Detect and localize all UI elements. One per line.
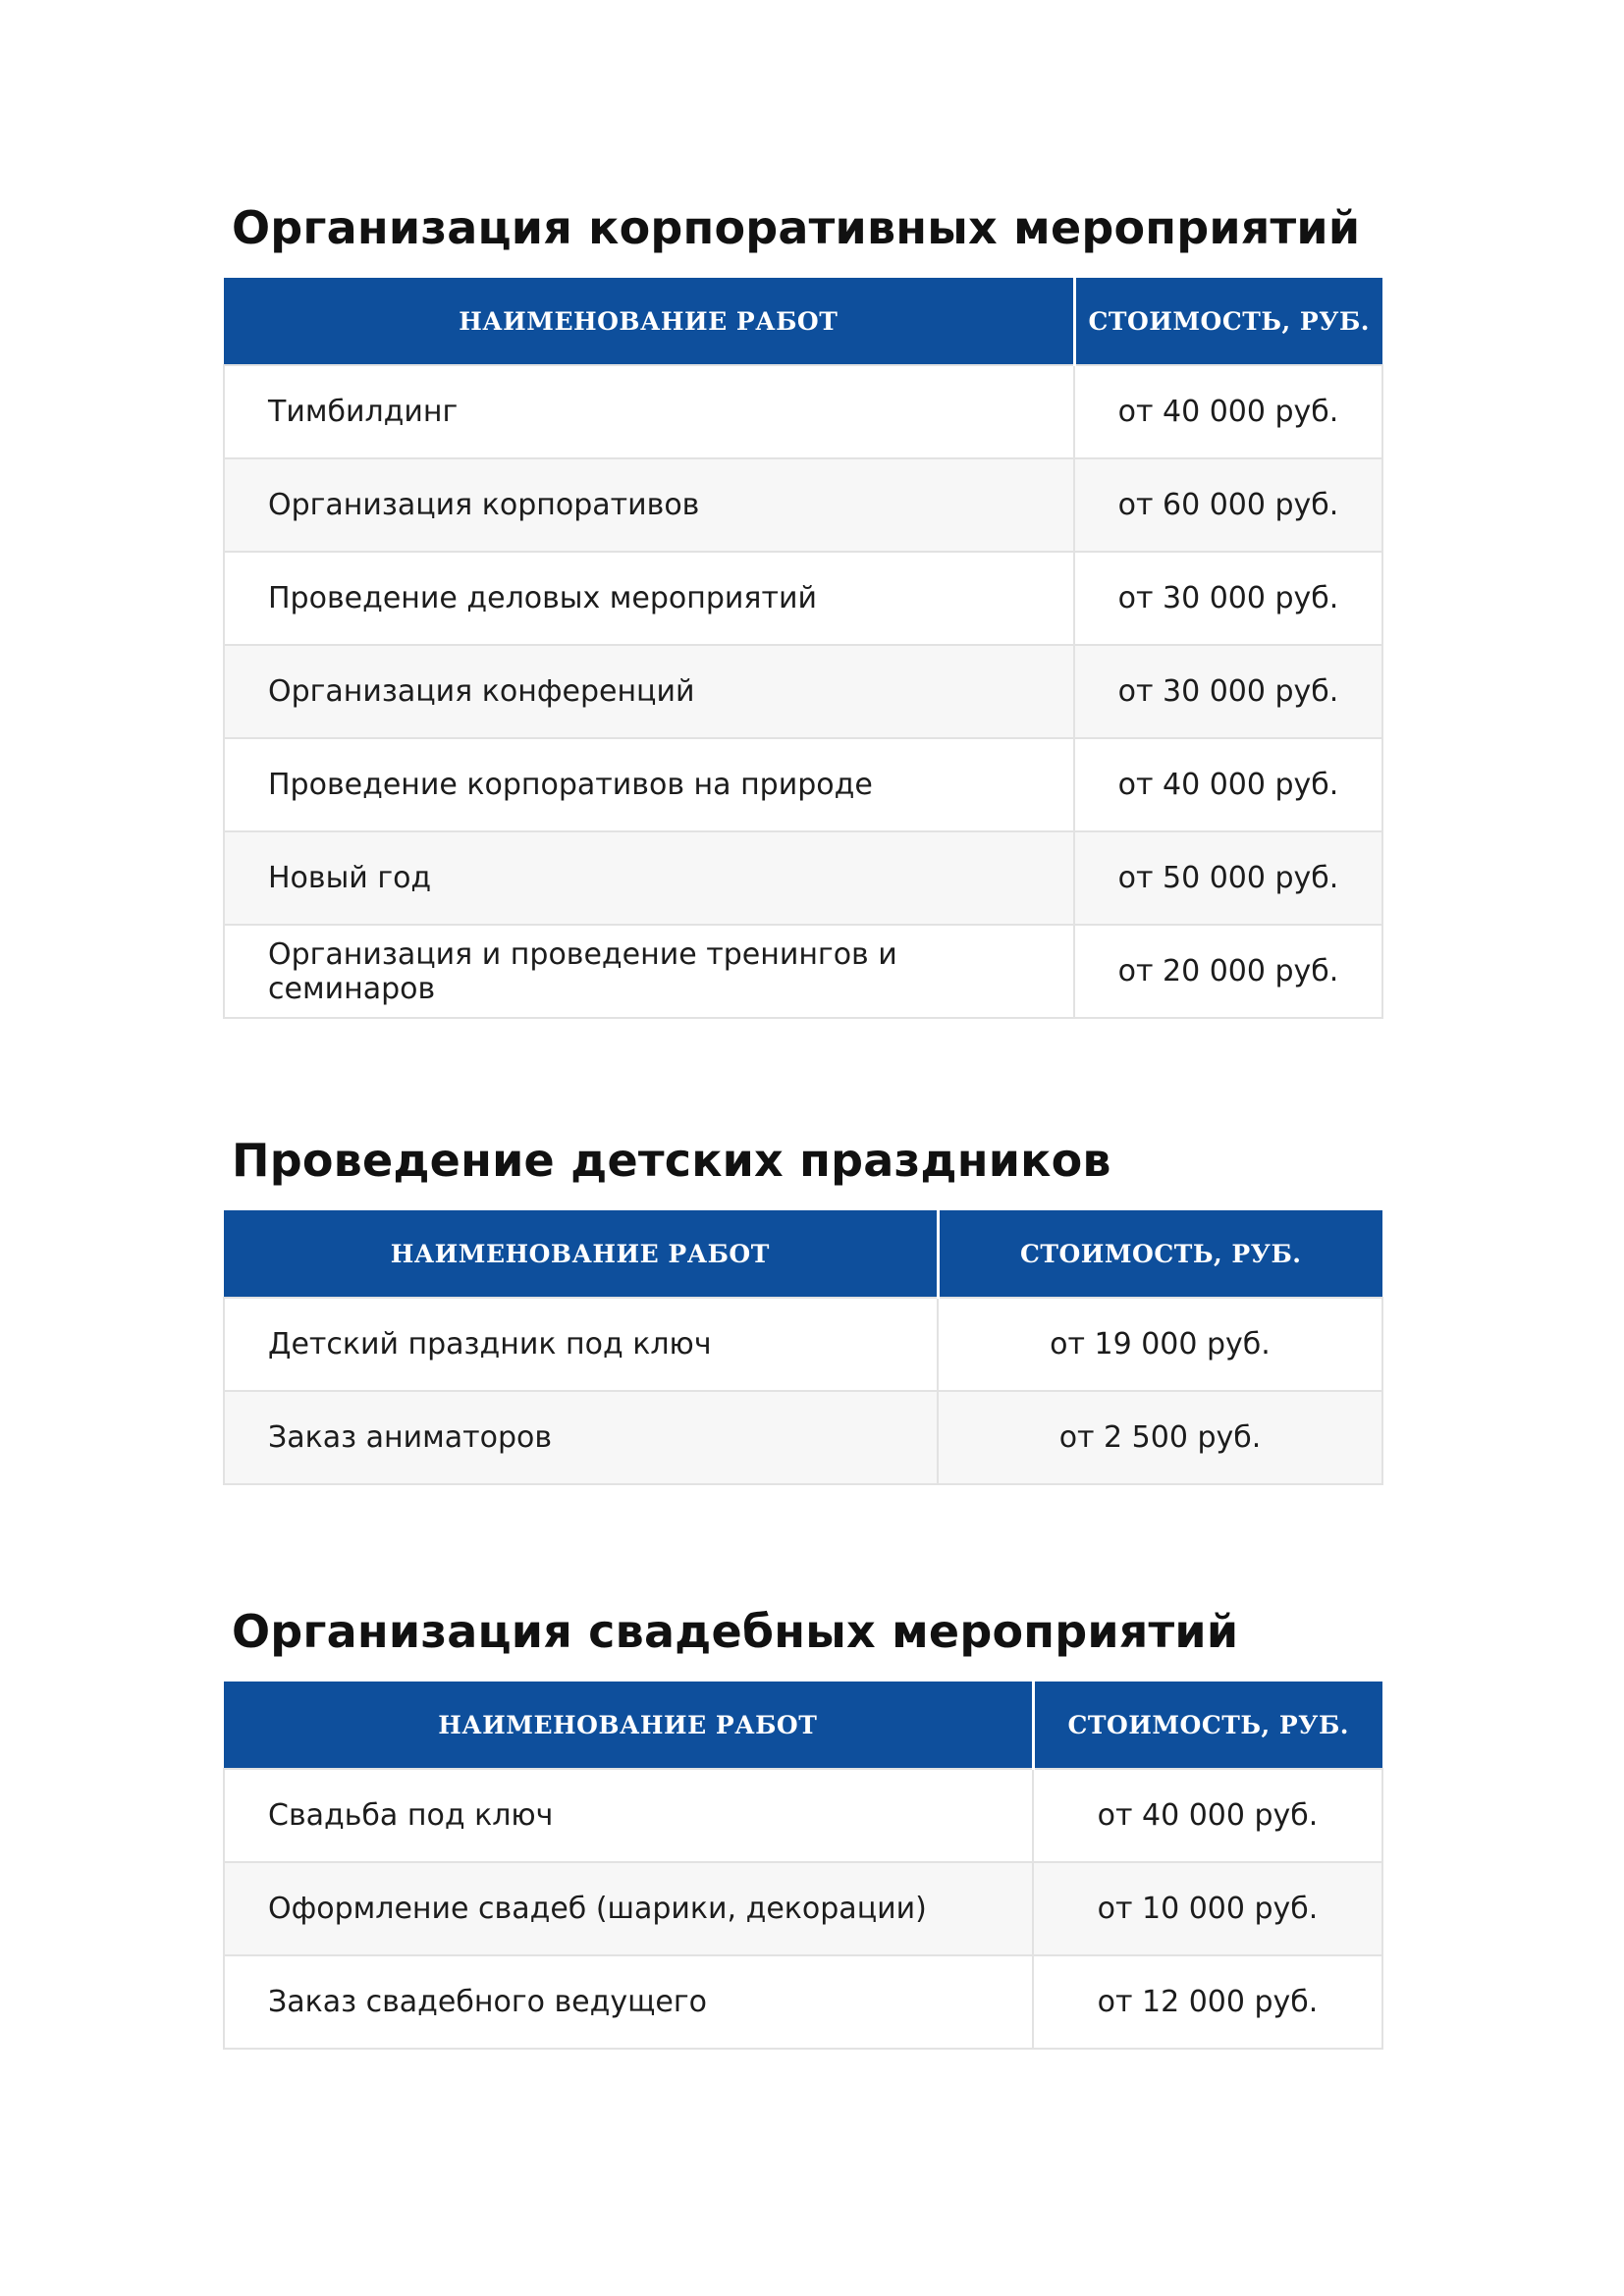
service-cost: от 30 000 руб. (1074, 552, 1382, 645)
table-row (224, 1298, 1382, 1391)
service-name: Заказ аниматоров (224, 1391, 938, 1484)
service-name: Организация конференций (224, 645, 1074, 738)
price-table-wedding (223, 1682, 1383, 2050)
section-title-wedding: Организация свадебных мероприятий (232, 1605, 1239, 1658)
column-header-name: НАИМЕНОВАНИЕ РАБОТ (224, 1682, 1033, 1769)
service-name: Оформление свадеб (шарики, декорации) (224, 1862, 1033, 1955)
section-title-corporate: Организация корпоративных мероприятий (232, 201, 1361, 254)
table-row (224, 645, 1382, 738)
table-row (224, 925, 1382, 1018)
table-row (224, 738, 1382, 831)
service-cost: от 10 000 руб. (1033, 1862, 1382, 1955)
column-header-name: НАИМЕНОВАНИЕ РАБОТ (224, 278, 1074, 365)
service-name: Проведение деловых мероприятий (224, 552, 1074, 645)
table-header-row (224, 1682, 1382, 1769)
service-cost: от 40 000 руб. (1074, 365, 1382, 458)
column-header-name: НАИМЕНОВАНИЕ РАБОТ (224, 1210, 938, 1298)
service-cost: от 2 500 руб. (938, 1391, 1382, 1484)
price-table-kids (223, 1210, 1383, 1485)
service-name: Проведение корпоративов на природе (224, 738, 1074, 831)
column-header-cost: СТОИМОСТЬ, РУБ. (1074, 278, 1382, 365)
table-row (224, 458, 1382, 552)
table-row (224, 552, 1382, 645)
column-header-cost: СТОИМОСТЬ, РУБ. (938, 1210, 1382, 1298)
column-header-cost: СТОИМОСТЬ, РУБ. (1033, 1682, 1382, 1769)
service-name: Тимбилдинг (224, 365, 1074, 458)
table-row (224, 1862, 1382, 1955)
table-row (224, 1769, 1382, 1862)
service-name: Организация и проведение тренингов и семинаров (224, 925, 1074, 1018)
table-header-row (224, 278, 1382, 365)
service-name: Организация корпоративов (224, 458, 1074, 552)
table-row (224, 831, 1382, 925)
service-cost: от 30 000 руб. (1074, 645, 1382, 738)
service-cost: от 40 000 руб. (1074, 738, 1382, 831)
service-cost: от 50 000 руб. (1074, 831, 1382, 925)
service-cost: от 20 000 руб. (1074, 925, 1382, 1018)
table-row (224, 1391, 1382, 1484)
service-cost: от 12 000 руб. (1033, 1955, 1382, 2049)
table-row (224, 1955, 1382, 2049)
section-title-kids: Проведение детских праздников (232, 1134, 1111, 1187)
service-name: Свадьба под ключ (224, 1769, 1033, 1862)
price-table-corporate (223, 278, 1383, 1019)
service-cost: от 60 000 руб. (1074, 458, 1382, 552)
service-name: Детский праздник под ключ (224, 1298, 938, 1391)
service-name: Новый год (224, 831, 1074, 925)
service-name: Заказ свадебного ведущего (224, 1955, 1033, 2049)
service-cost: от 40 000 руб. (1033, 1769, 1382, 1862)
table-row (224, 365, 1382, 458)
table-header-row (224, 1210, 1382, 1298)
service-cost: от 19 000 руб. (938, 1298, 1382, 1391)
